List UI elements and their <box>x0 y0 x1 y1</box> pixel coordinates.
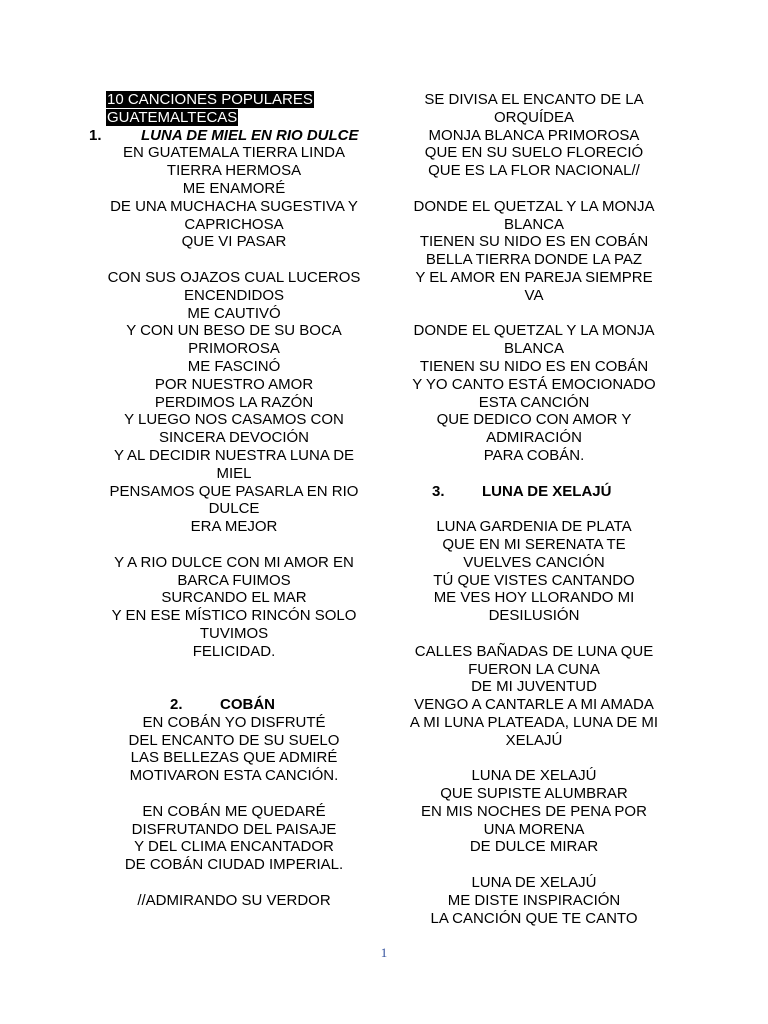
song-2-number: 2. <box>170 696 183 714</box>
lyric-line: //ADMIRANDO SU VERDOR <box>137 891 331 909</box>
lyric-line: A MI LUNA PLATEADA, LUNA DE MI <box>409 713 659 731</box>
lyric-line: QUE EN SU SUELO FLORECIÓ <box>424 144 644 162</box>
lyric-line: LA CANCIÓN QUE TE CANTO <box>430 909 638 927</box>
song-2-heading <box>170 696 368 714</box>
lyric-line: PERDIMOS LA RAZÓN <box>154 393 314 411</box>
lyric-line: EN COBÁN YO DISFRUTÉ <box>142 713 326 731</box>
lyric-line: UNA MORENA <box>483 820 585 838</box>
song-1-heading <box>89 127 368 145</box>
lyric-line: Y EL AMOR EN PAREJA SIEMPRE <box>415 268 653 286</box>
lyric-line: TIENEN SU NIDO ES EN COBÁN <box>419 233 649 251</box>
lyric-line: DE DULCE MIRAR <box>469 838 599 856</box>
lyric-line: ORQUÍDEA <box>493 108 574 126</box>
stanza-break <box>100 536 368 554</box>
lyric-line: Y CON UN BESO DE SU BOCA <box>126 322 342 340</box>
lyric-line: CON SUS OJAZOS CUAL LUCEROS <box>107 268 361 286</box>
lyric-line: QUE SUPISTE ALUMBRAR <box>440 785 628 803</box>
stanza-break <box>100 785 368 803</box>
lyric-line: Y LUEGO NOS CASAMOS CON <box>124 411 344 429</box>
lyric-line: DESILUSIÓN <box>488 607 580 625</box>
lyric-line: EN GUATEMALA TIERRA LINDA <box>122 144 345 162</box>
lyric-line: BLANCA <box>503 215 565 233</box>
lyric-line: EN MIS NOCHES DE PENA POR <box>421 802 647 820</box>
lyric-line: TIENEN SU NIDO ES EN COBÁN <box>419 357 649 375</box>
lyric-line: BELLA TIERRA DONDE LA PAZ <box>425 251 643 269</box>
song-2-lyrics <box>100 714 368 910</box>
lyric-line: LUNA DE XELAJÚ <box>471 874 597 892</box>
lyric-line: ME DISTE INSPIRACIÓN <box>447 891 621 909</box>
stanza-break <box>400 856 668 874</box>
lyric-line: SINCERA DEVOCIÓN <box>158 429 310 447</box>
stanza-break <box>400 625 668 643</box>
song-3-number: 3. <box>432 482 445 500</box>
lyric-line: ME ENAMORÉ <box>182 179 286 197</box>
page-number: 1 <box>380 945 388 960</box>
stanza-break <box>100 251 368 269</box>
lyric-line: LUNA DE XELAJÚ <box>471 767 597 785</box>
lyric-line: VUELVES CANCIÓN <box>463 553 605 571</box>
lyric-line: QUE ES LA FLOR NACIONAL// <box>428 162 640 180</box>
lyric-line: Y EN ESE MÍSTICO RINCÓN SOLO <box>111 607 357 625</box>
stanza-break <box>400 749 668 767</box>
lyric-line: PENSAMOS QUE PASARLA EN RIO <box>109 482 359 500</box>
left-column <box>89 91 368 910</box>
lyric-line: PARA COBÁN. <box>483 446 585 464</box>
lyric-line: VENGO A CANTARLE A MI AMADA <box>414 696 654 714</box>
song-1-lyrics <box>100 144 368 660</box>
lyric-line: LUNA GARDENIA DE PLATA <box>436 518 632 536</box>
song-2-title: COBÁN <box>220 696 275 714</box>
lyric-line: DE MI JUVENTUD <box>471 678 597 696</box>
lyric-line: DISFRUTANDO DEL PAISAJE <box>131 820 337 838</box>
lyric-line: MIEL <box>216 464 252 482</box>
lyric-line: ENCENDIDOS <box>183 286 284 304</box>
right-column <box>400 91 668 927</box>
lyric-line: TIERRA HERMOSA <box>166 162 302 180</box>
song-3-title: LUNA DE XELAJÚ <box>482 482 612 500</box>
song-1-number: 1. <box>89 126 102 144</box>
lyric-line: DEL ENCANTO DE SU SUELO <box>128 731 340 749</box>
lyric-line: ME CAUTIVÓ <box>187 304 281 322</box>
lyric-line: TUVIMOS <box>199 624 269 642</box>
lyric-line: FELICIDAD. <box>192 642 276 660</box>
lyric-line: DONDE EL QUETZAL Y LA MONJA <box>413 322 655 340</box>
lyric-line: ME FASCINÓ <box>187 357 281 375</box>
lyric-line: ESTA CANCIÓN <box>478 393 590 411</box>
stanza-break <box>400 305 668 323</box>
lyric-line: POR NUESTRO AMOR <box>154 375 314 393</box>
lyric-line: CAPRICHOSA <box>184 215 284 233</box>
lyric-line: QUE VI PASAR <box>181 233 287 251</box>
lyric-line: SURCANDO EL MAR <box>161 589 307 607</box>
lyric-line: XELAJÚ <box>505 731 563 749</box>
lyric-line: LAS BELLEZAS QUE ADMIRÉ <box>130 749 338 767</box>
lyric-line: FUERON LA CUNA <box>468 660 600 678</box>
lyric-line: QUE DEDICO CON AMOR Y <box>436 411 632 429</box>
lyric-line: MONJA BLANCA PRIMOROSA <box>428 126 640 144</box>
song-3-heading <box>432 483 668 501</box>
lyric-line: ERA MEJOR <box>190 518 278 536</box>
lyric-line: BARCA FUIMOS <box>177 571 291 589</box>
song-3-lyrics <box>400 518 668 927</box>
document-title-line-2: GUATEMALTECAS <box>107 108 238 126</box>
lyric-line: DE COBÁN CIUDAD IMPERIAL. <box>124 856 344 874</box>
lyric-line: QUE EN MI SERENATA TE <box>442 535 626 553</box>
lyric-line: MOTIVARON ESTA CANCIÓN. <box>129 767 339 785</box>
lyric-line: ADMIRACIÓN <box>486 429 582 447</box>
lyric-line: CALLES BAÑADAS DE LUNA QUE <box>414 642 654 660</box>
stanza-break <box>100 874 368 892</box>
song-2-lyrics-continued <box>400 91 668 465</box>
lyric-line: TÚ QUE VISTES CANTANDO <box>433 571 635 589</box>
lyric-line: Y AL DECIDIR NUESTRA LUNA DE <box>113 446 355 464</box>
lyric-line: ME VES HOY LLORANDO MI <box>433 589 635 607</box>
stanza-break <box>400 180 668 198</box>
song-1-title: LUNA DE MIEL EN RIO DULCE <box>141 126 359 144</box>
lyric-line: DULCE <box>208 500 260 518</box>
lyric-line: DONDE EL QUETZAL Y LA MONJA <box>413 197 655 215</box>
lyric-line: PRIMOROSA <box>188 340 280 358</box>
lyric-line: SE DIVISA EL ENCANTO DE LA <box>424 91 644 108</box>
lyric-line: Y DEL CLIMA ENCANTADOR <box>134 838 334 856</box>
document-title-line-1: 10 CANCIONES POPULARES <box>107 91 313 108</box>
lyric-line: VA <box>524 286 544 304</box>
lyric-line: BLANCA <box>503 340 565 358</box>
lyric-line: DE UNA MUCHACHA SUGESTIVA Y <box>110 197 358 215</box>
lyric-line: Y YO CANTO ESTÁ EMOCIONADO <box>412 375 656 393</box>
lyric-line: EN COBÁN ME QUEDARÉ <box>142 802 326 820</box>
lyric-line: Y A RIO DULCE CON MI AMOR EN <box>114 553 354 571</box>
